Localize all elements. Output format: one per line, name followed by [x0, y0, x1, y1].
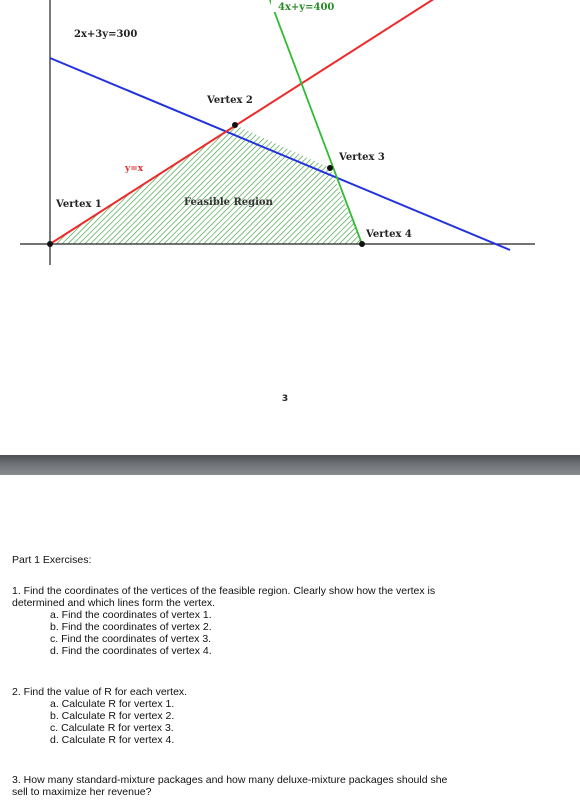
label-vertex-1: Vertex 1 — [56, 199, 102, 210]
vertex-1-point — [47, 241, 53, 247]
question-2-item-a: a. Calculate R for vertex 1. — [50, 698, 175, 710]
exercise-page — [0, 475, 580, 805]
question-3-line-1: 3. How many standard-mixture packages and how many deluxe-mixture packages should she — [12, 774, 448, 786]
question-1-line-2: determined and which lines form the vertex. — [12, 597, 216, 609]
label-4x-y-400: 4x+y=400 — [278, 2, 335, 13]
question-2-item-d: d. Calculate R for vertex 4. — [50, 734, 175, 746]
question-1-item-d: d. Find the coordinates of vertex 4. — [50, 645, 212, 657]
label-y-equals-x: y=x — [125, 164, 144, 174]
page-separator — [0, 455, 580, 475]
question-1-item-b: b. Find the coordinates of vertex 2. — [50, 621, 212, 633]
question-3-line-2: sell to maximize her revenue? — [12, 786, 152, 798]
vertex-3-point — [327, 165, 333, 171]
question-2-line-1: 2. Find the value of R for each vertex. — [12, 686, 188, 698]
label-2x-3y-300: 2x+3y=300 — [74, 29, 138, 40]
label-vertex-3: Vertex 3 — [339, 152, 385, 163]
vertex-2-point — [232, 122, 238, 128]
question-1-item-c: c. Find the coordinates of vertex 3. — [50, 633, 212, 645]
question-2-item-b: b. Calculate R for vertex 2. — [50, 710, 175, 722]
question-1-line-1: 1. Find the coordinates of the vertices of the feasible region. Clearly show how the vertex is — [12, 585, 436, 597]
question-2-item-c: c. Calculate R for vertex 3. — [50, 722, 174, 734]
page-number: 3 — [281, 394, 289, 404]
question-1-item-a: a. Find the coordinates of vertex 1. — [50, 609, 212, 621]
vertex-4-point — [359, 241, 365, 247]
label-feasible-region: Feasible Region — [184, 197, 273, 208]
section-heading: Part 1 Exercises: — [12, 554, 92, 566]
label-vertex-4: Vertex 4 — [366, 229, 412, 240]
feasible-region — [50, 125, 362, 244]
label-vertex-2: Vertex 2 — [207, 95, 253, 106]
